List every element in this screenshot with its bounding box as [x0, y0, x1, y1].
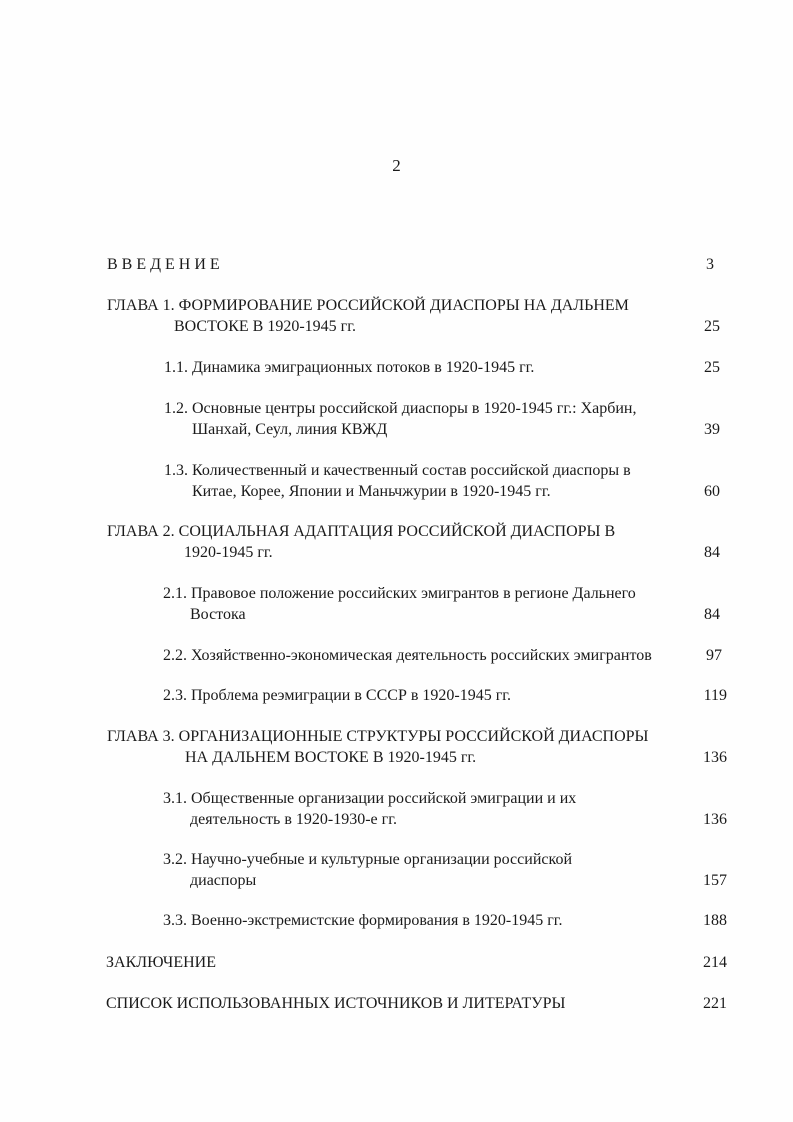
toc-s13-page: 60 [704, 483, 720, 500]
toc-conclusion-page: 214 [703, 954, 727, 971]
toc-s21-page: 84 [704, 606, 720, 623]
toc-s32-line1: 3.2. Научно-учебные и культурные организации российской [163, 851, 573, 868]
toc-s13-line2: Китае, Корее, Японии и Маньчжурии в 1920-1945 гг. [192, 483, 551, 500]
toc-s23-line1: 2.3. Проблема реэмиграции в СССР в 1920-1945 гг. [163, 687, 512, 704]
toc-s12-line1: 1.2. Основные центры российской диаспоры в 1920-1945 гг.: Харбин, [164, 400, 637, 417]
toc-ch3-page: 136 [703, 749, 727, 766]
toc-ch3-line1: ГЛАВА 3. ОРГАНИЗАЦИОННЫЕ СТРУКТУРЫ РОССИЙСКОЙ ДИАСПОРЫ [107, 728, 649, 745]
toc-intro-title: ВВЕДЕНИЕ [107, 256, 224, 273]
toc-s32-line2: диаспоры [190, 872, 257, 889]
page-number: 2 [392, 156, 401, 175]
toc-ch3-line2: НА ДАЛЬНЕМ ВОСТОКЕ В 1920-1945 гг. [185, 749, 477, 766]
toc-s31-line2: деятельность в 1920-1930-е гг. [190, 811, 397, 828]
toc-s32-page: 157 [703, 872, 727, 889]
toc-ch1-page: 25 [704, 318, 720, 335]
toc-s12-line2: Шанхай, Сеул, линия КВЖД [192, 421, 388, 438]
toc-s11-page: 25 [704, 359, 720, 376]
toc-s12-page: 39 [704, 421, 720, 438]
toc-sources-title: СПИСОК ИСПОЛЬЗОВАННЫХ ИСТОЧНИКОВ И ЛИТЕРАТУРЫ [106, 995, 566, 1012]
toc-s31-line1: 3.1. Общественные организации российской эмиграции и их [163, 790, 577, 807]
toc-s21-line1: 2.1. Правовое положение российских эмигрантов в регионе Дальнего [163, 585, 636, 602]
toc-s13-line1: 1.3. Количественный и качественный состав российской диаспоры в [164, 462, 631, 479]
toc-sources-page: 221 [703, 995, 727, 1012]
toc-ch1-line1: ГЛАВА 1. ФОРМИРОВАНИЕ РОССИЙСКОЙ ДИАСПОРЫ НА ДАЛЬНЕМ [107, 297, 629, 314]
toc-s22-line1: 2.2. Хозяйственно-экономическая деятельность российских эмигрантов [163, 647, 652, 664]
toc-s11-line1: 1.1. Динамика эмиграционных потоков в 1920-1945 гг. [164, 359, 535, 376]
toc-s21-line2: Востока [190, 606, 246, 623]
toc-conclusion-title: ЗАКЛЮЧЕНИЕ [106, 954, 216, 971]
toc-s33-line1: 3.3. Военно-экстремистские формирования в 1920-1945 гг. [163, 912, 563, 929]
toc-ch2-page: 84 [704, 544, 720, 561]
toc-s31-page: 136 [703, 811, 727, 828]
toc-ch2-line1: ГЛАВА 2. СОЦИАЛЬНАЯ АДАПТАЦИЯ РОССИЙСКОЙ ДИАСПОРЫ В [107, 523, 616, 540]
toc-s33-page: 188 [703, 912, 727, 929]
toc-intro-page: 3 [706, 256, 714, 273]
toc-s23-page: 119 [703, 687, 727, 704]
toc-ch2-line2: 1920-1945 гг. [184, 544, 273, 561]
toc-ch1-line2: ВОСТОКЕ В 1920-1945 гг. [174, 318, 356, 335]
toc-s22-page: 97 [706, 647, 722, 664]
